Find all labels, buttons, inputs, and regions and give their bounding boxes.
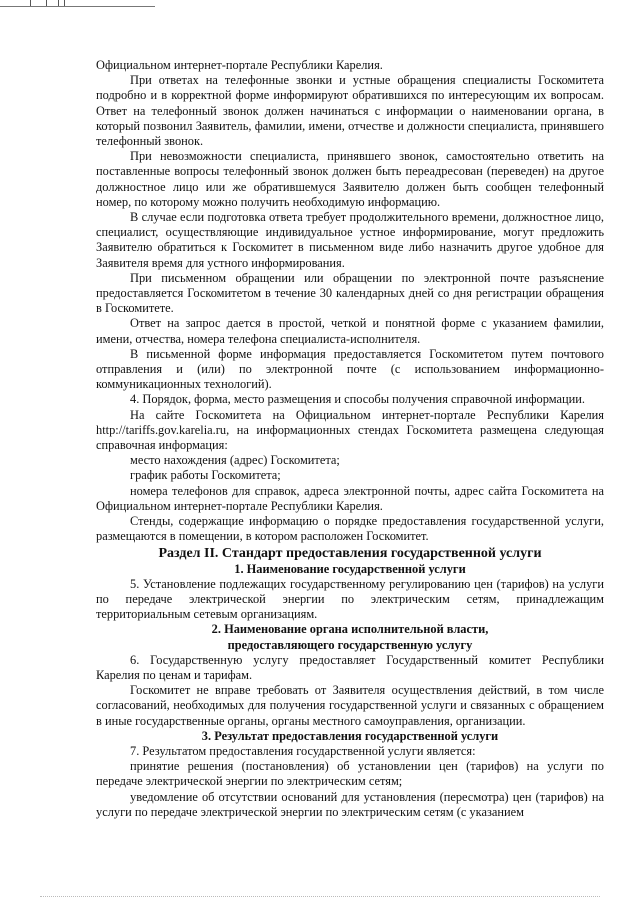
- subsection-title: предоставляющего государственную услугу: [227, 637, 473, 652]
- subsection-title: 1. Наименование государственной услуги: [234, 561, 466, 576]
- paragraph: При ответах на телефонные звонки и устные обращения специалисты Госкомитета подробно и в корректной форме информируют обратившихся по интересующим их вопросам. Ответ на телефонный звонок должен начинаться с информации о наименовании органа, в который позвонил Заявитель, фамилии, имени, отчестве и должности специалиста, принявшего телефонный звонок.: [96, 73, 604, 149]
- paragraph: В случае если подготовка ответа требует продолжительного времени, должностное лицо, специалист, осуществляющие индивидуальное устное информирование, могут предложить Заявителю обратиться к Госкомитет в письменном виде либо назначить другое удобное для Заявителя время для устного информирования.: [96, 210, 604, 270]
- paragraph: 6. Государственную услугу предоставляет Государственный комитет Республики Карелия по ценам и тарифам.: [96, 652, 604, 682]
- section-title: Раздел II. Стандарт предоставления государственной услуги: [158, 545, 542, 561]
- list-item: номера телефонов для справок, адреса электронной почты, адрес сайта Госкомитета на Официальном интернет-портале Республики Карелия.: [96, 483, 604, 513]
- paragraph: 7. Результатом предоставления государственной услуги является:: [130, 743, 476, 758]
- list-item: принятие решения (постановления) об установлении цен (тарифов) на услуги по передаче электрической энергии по электрическим сетям;: [96, 759, 604, 789]
- paragraph: При письменном обращении или обращении по электронной почте разъяснение предоставляется Госкомитетом в течение 30 календарных дней со дня регистрации обращения в Госкомитете.: [96, 270, 604, 316]
- list-item: график работы Госкомитета;: [130, 468, 281, 483]
- list-item: уведомление об отсутствии оснований для установления (пересмотра) цен (тарифов) на услуги по передаче электрической энергии по электрическим сетям (с указанием: [96, 789, 604, 819]
- paragraph: Ответ на запрос дается в простой, четкой и понятной форме с указанием фамилии, имени, отчества, номера телефона специалиста-исполнителя.: [96, 316, 604, 346]
- list-item: место нахождения (адрес) Госкомитета;: [130, 453, 340, 468]
- paragraph: Официальном интернет-портале Республики Карелия.: [96, 58, 383, 72]
- paragraph: Стенды, содержащие информацию о порядке предоставления государственной услуги, размещаются в помещении, в котором расположен Госкомитет.: [96, 514, 604, 544]
- paragraph: В письменной форме информация предоставляется Госкомитетом путем почтового отправления и (или) по электронной почте (с использованием информационно-коммуникационных технологий).: [96, 346, 604, 392]
- subsection-title: 3. Результат предоставления государственной услуги: [201, 728, 499, 743]
- paragraph: Госкомитет не вправе требовать от Заявителя осуществления действий, в том числе согласований, необходимых для получения государственной услуги и связанных с обращением в иные государственные органы, органы местного самоуправления, организации.: [96, 683, 604, 728]
- paragraph: 5. Установление подлежащих государственному регулированию цен (тарифов) на услуги по передаче электрической энергии по электрическим сетям, принадлежащим территориальным сетевым организациям.: [96, 576, 604, 622]
- paragraph: При невозможности специалиста, принявшего звонок, самостоятельно ответить на поставленные вопросы телефонный звонок должен быть переадресован (переведен) на другое должностное лицо или же обратившемуся Заявителю должен быть сообщен телефонный номер, по которому можно получить необходимую информацию.: [96, 149, 604, 209]
- scan-artifact-top: [0, 0, 160, 8]
- paragraph: 4. Порядок, форма, место размещения и способы получения справочной информации.: [130, 392, 585, 407]
- document-page: [96, 58, 604, 820]
- paragraph: На сайте Госкомитета на Официальном интернет-портале Республики Карелия http://tariffs.gov.karelia.ru, на информационных стендах Госкомитета размещена следующая справочная информация:: [96, 407, 604, 453]
- scan-artifact-bottom: [40, 896, 600, 901]
- subsection-title: 2. Наименование органа исполнительной власти,: [211, 622, 489, 637]
